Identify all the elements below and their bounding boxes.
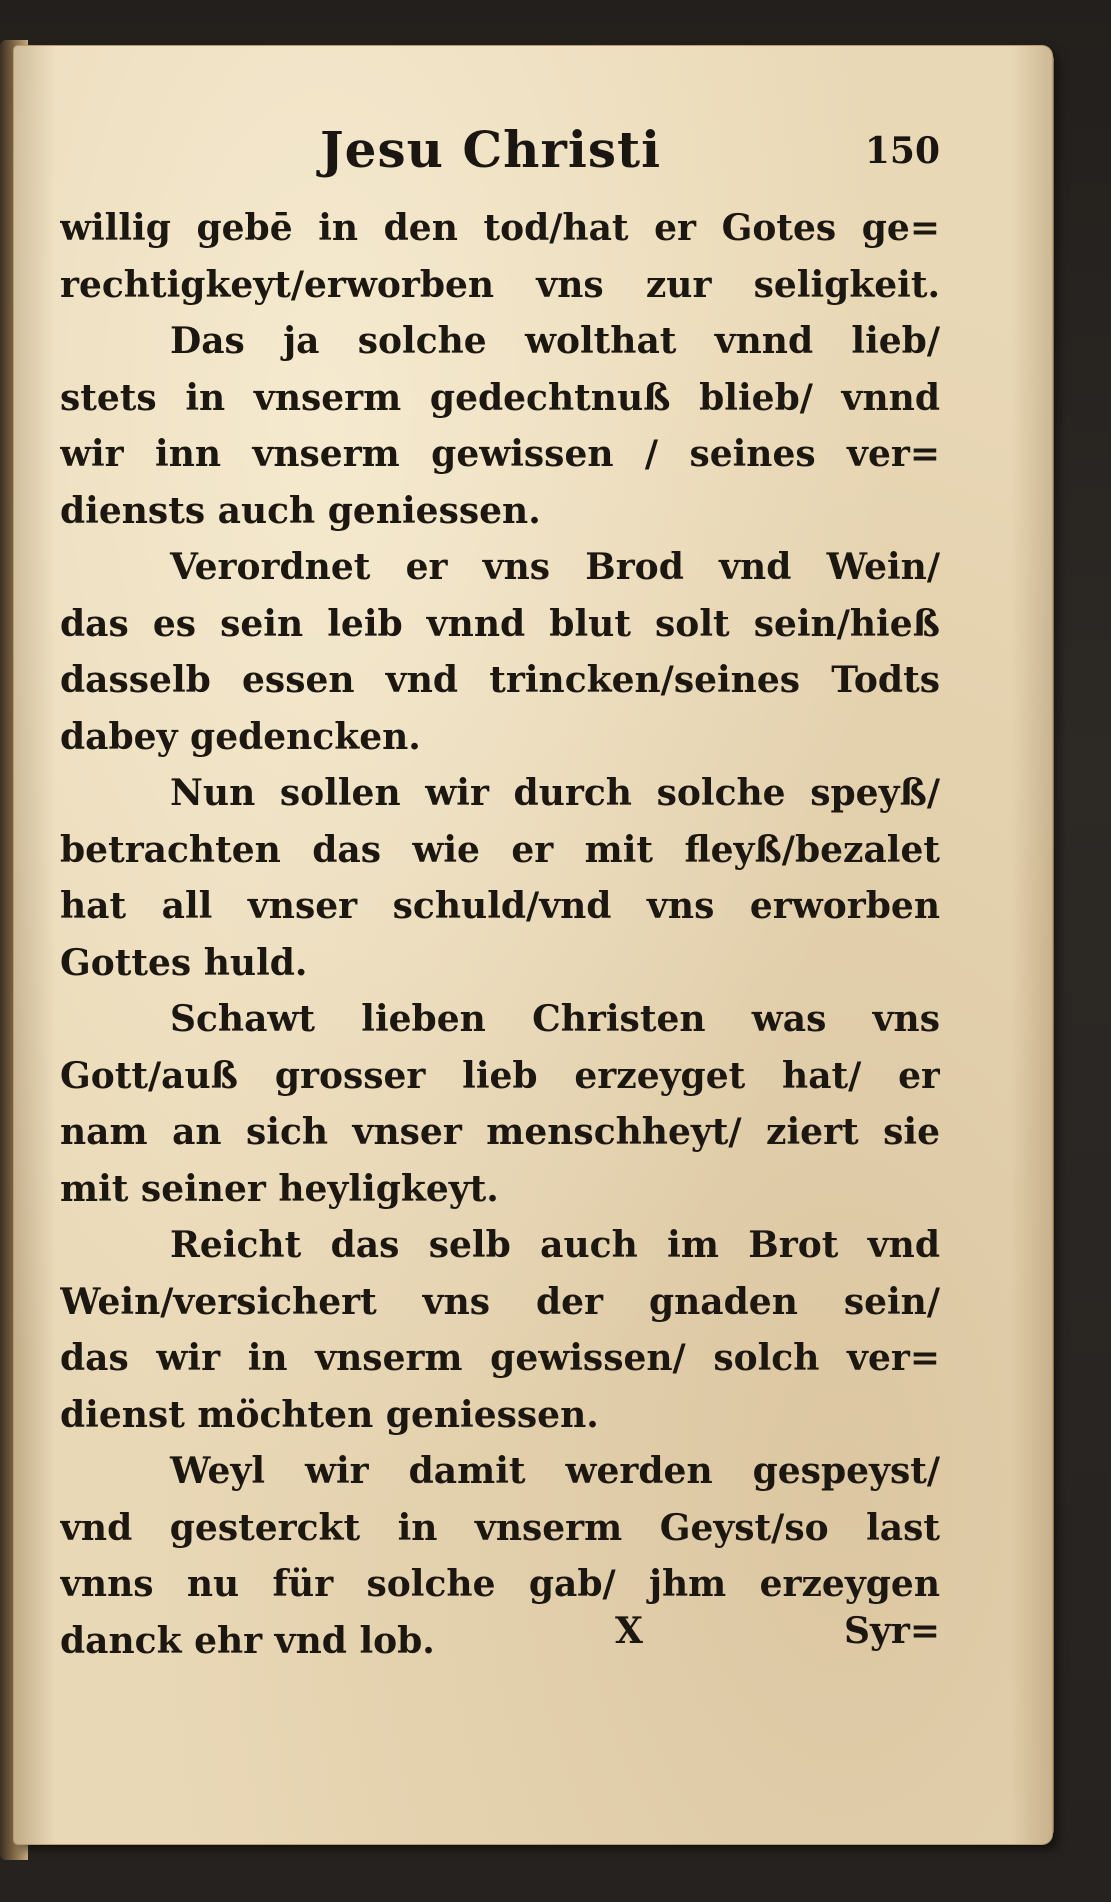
- text-line: dasselb essen vnd trincken/seines Todts: [60, 659, 940, 701]
- catchword: Syr=: [843, 1610, 940, 1652]
- text-line: das es sein leib vnnd blut solt sein/hieß: [60, 602, 940, 645]
- body-text: [60, 200, 940, 1669]
- text-line: Weyl wir damit werden gespeyst/: [170, 1450, 940, 1492]
- text-line: Wein/versichert vns der gnaden sein/: [60, 1280, 940, 1323]
- text-line: Gottes huld.: [60, 941, 308, 984]
- text-line: danck ehr vnd lob.: [60, 1619, 435, 1662]
- text-line: Verordnet er vns Brod vnd Wein/: [170, 546, 940, 588]
- folio-number: 150: [864, 130, 940, 172]
- signature-mark: X: [615, 1610, 643, 1652]
- text-line: vnd gesterckt in vnserm Geyst/so last: [60, 1506, 940, 1549]
- text-line: willig gebē in den tod/hat er Gotes ge=: [60, 207, 940, 249]
- text-line: nam an sich vnser menschheyt/ ziert sie: [60, 1111, 940, 1153]
- text-line: Reicht das selb auch im Brot vnd: [170, 1224, 940, 1266]
- text-line: stets in vnserm gedechtnuß blieb/ vnnd: [60, 376, 940, 419]
- page-footer: [60, 1610, 940, 1670]
- text-line: wir inn vnserm gewissen / seines ver=: [60, 433, 940, 475]
- text-line: diensts auch geniessen.: [60, 489, 541, 532]
- text-line: vnns nu für solche gab/ jhm erzeygen: [60, 1563, 940, 1605]
- text-line: das wir in vnserm gewissen/ solch ver=: [60, 1337, 940, 1379]
- text-line: mit seiner heyligkeyt.: [60, 1167, 499, 1210]
- running-head: Jesu Christi: [320, 120, 662, 179]
- text-line: dienst möchten geniessen.: [60, 1393, 599, 1436]
- page-header: [60, 120, 940, 200]
- text-line: Nun sollen wir durch solche speyß/: [170, 772, 940, 814]
- text-line: hat all vnser schuld/vnd vns erworben: [60, 885, 940, 927]
- text-line: Schawt lieben Christen was vns: [170, 998, 940, 1040]
- text-line: dabey gedencken.: [60, 715, 421, 758]
- text-line: Gott/auß grosser lieb erzeyget hat/ er: [60, 1054, 940, 1097]
- text-line: Das ja solche wolthat vnnd lieb/: [170, 320, 940, 362]
- text-line: rechtigkeyt/erworben vns zur seligkeit.: [60, 263, 940, 306]
- text-line: betrachten das wie er mit fleyß/bezalet: [60, 828, 940, 871]
